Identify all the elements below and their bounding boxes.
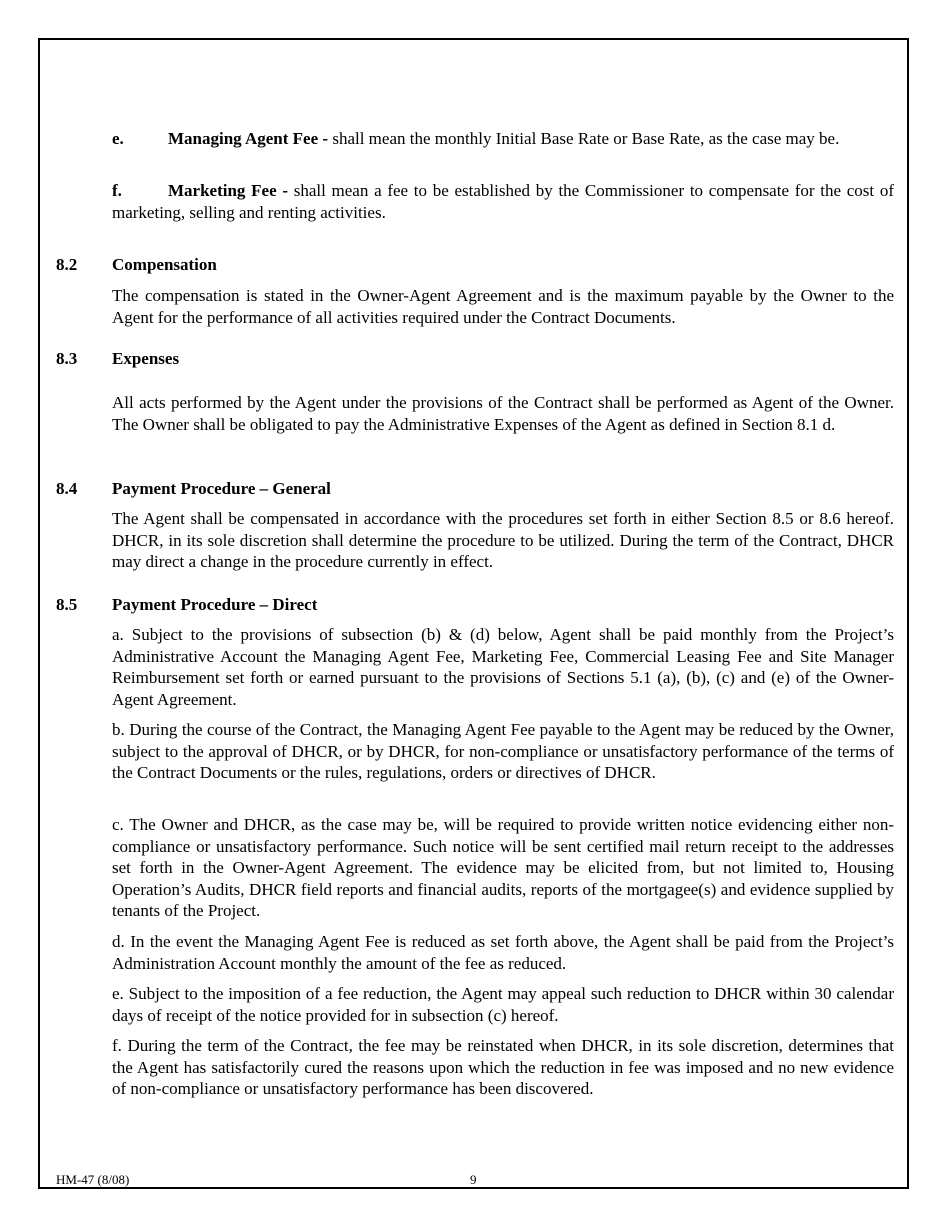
subsection-c: c. The Owner and DHCR, as the case may be, will be required to provide written notice evidencing either non-compliance or unsatisfactory performance. Such notice will be sent certified mail return receipt to the addresses set forth in the Owner-Agent Agreement. The evidence may be elicited from, but not limited to, Housing Operation’s Audits, DHCR field reports and financial audits, reports of the mortgagee(s) and evidence supplied by tenants of the Project. — [112, 815, 894, 920]
section-body-payment-general: The Agent shall be compensated in accordance with the procedures set forth in either Section 8.5 or 8.6 hereof. DHCR, in its sole discretion shall determine the procedure to be utilized. During the term of the Contract, DHCR may direct a change in the procedure currently in effect. — [112, 509, 894, 571]
section-number: 8.4 — [56, 479, 78, 498]
form-id: HM-47 (8/08) — [56, 1172, 130, 1187]
definition-text: shall mean the monthly Initial Base Rate or Base Rate, as the case may be. — [332, 129, 840, 148]
subsection-e: e. Subject to the imposition of a fee reduction, the Agent may appeal such reduction to DHCR within 30 calendar days of receipt of the notice provided for in subsection (c) hereof. — [112, 984, 894, 1025]
section-body-compensation: The compensation is stated in the Owner-Agent Agreement and is the maximum payable by the Owner to the Agent for the performance of all activities required under the Contract Documents. — [112, 286, 894, 327]
definition-marketing-fee — [112, 180, 894, 223]
definition-text: shall mean a fee to be established by the Commissioner to compensate for the cost of marketing, selling and renting activities. — [112, 181, 894, 222]
subsection-a: a. Subject to the provisions of subsection (b) & (d) below, Agent shall be paid monthly from the Project’s Administrative Account the Managing Agent Fee, Marketing Fee, Commercial Leasing Fee and Site Manager Reimbursement set forth or earned pursuant to the provisions of Sections 5.1 (a), (b), (c) and (e) of the Owner-Agent Agreement. — [112, 625, 894, 709]
section-number: 8.2 — [56, 255, 78, 274]
definition-managing-agent-fee — [112, 128, 894, 150]
subsection-f: f. During the term of the Contract, the fee may be reinstated when DHCR, in its sole discretion, determines that the Agent has satisfactorily cured the reasons upon which the reduction in fee was imposed and no new evidence of non-compliance or unsatisfactory performance has been discovered. — [112, 1036, 894, 1098]
section-title-payment-general: Payment Procedure – General — [112, 479, 331, 498]
page-number: 9 — [470, 1172, 477, 1187]
definition-term: Marketing Fee - — [168, 181, 288, 200]
definition-term: Managing Agent Fee - — [168, 129, 329, 148]
section-number: 8.3 — [56, 349, 78, 368]
section-body-expenses: All acts performed by the Agent under the provisions of the Contract shall be performed as Agent of the Owner. The Owner shall be obligated to pay the Administrative Expenses of the Agent as defined in Section 8.1 d. — [112, 393, 894, 434]
section-number: 8.5 — [56, 595, 78, 614]
section-title-expenses: Expenses — [112, 349, 180, 368]
definition-label: f. — [112, 181, 122, 200]
subsection-d: d. In the event the Managing Agent Fee is reduced as set forth above, the Agent shall be paid from the Project’s Administration Account monthly the amount of the fee as reduced. — [112, 932, 894, 973]
subsection-b: b. During the course of the Contract, the Managing Agent Fee payable to the Agent may be reduced by the Owner, subject to the approval of DHCR, or by DHCR, for non-compliance or unsatisfactory performance of the terms of the Contract Documents or the rules, regulations, orders or directives of DHCR. — [112, 720, 894, 782]
section-title-payment-direct: Payment Procedure – Direct — [112, 595, 318, 614]
definition-label: e. — [112, 129, 124, 148]
section-title-compensation: Compensation — [112, 255, 217, 274]
